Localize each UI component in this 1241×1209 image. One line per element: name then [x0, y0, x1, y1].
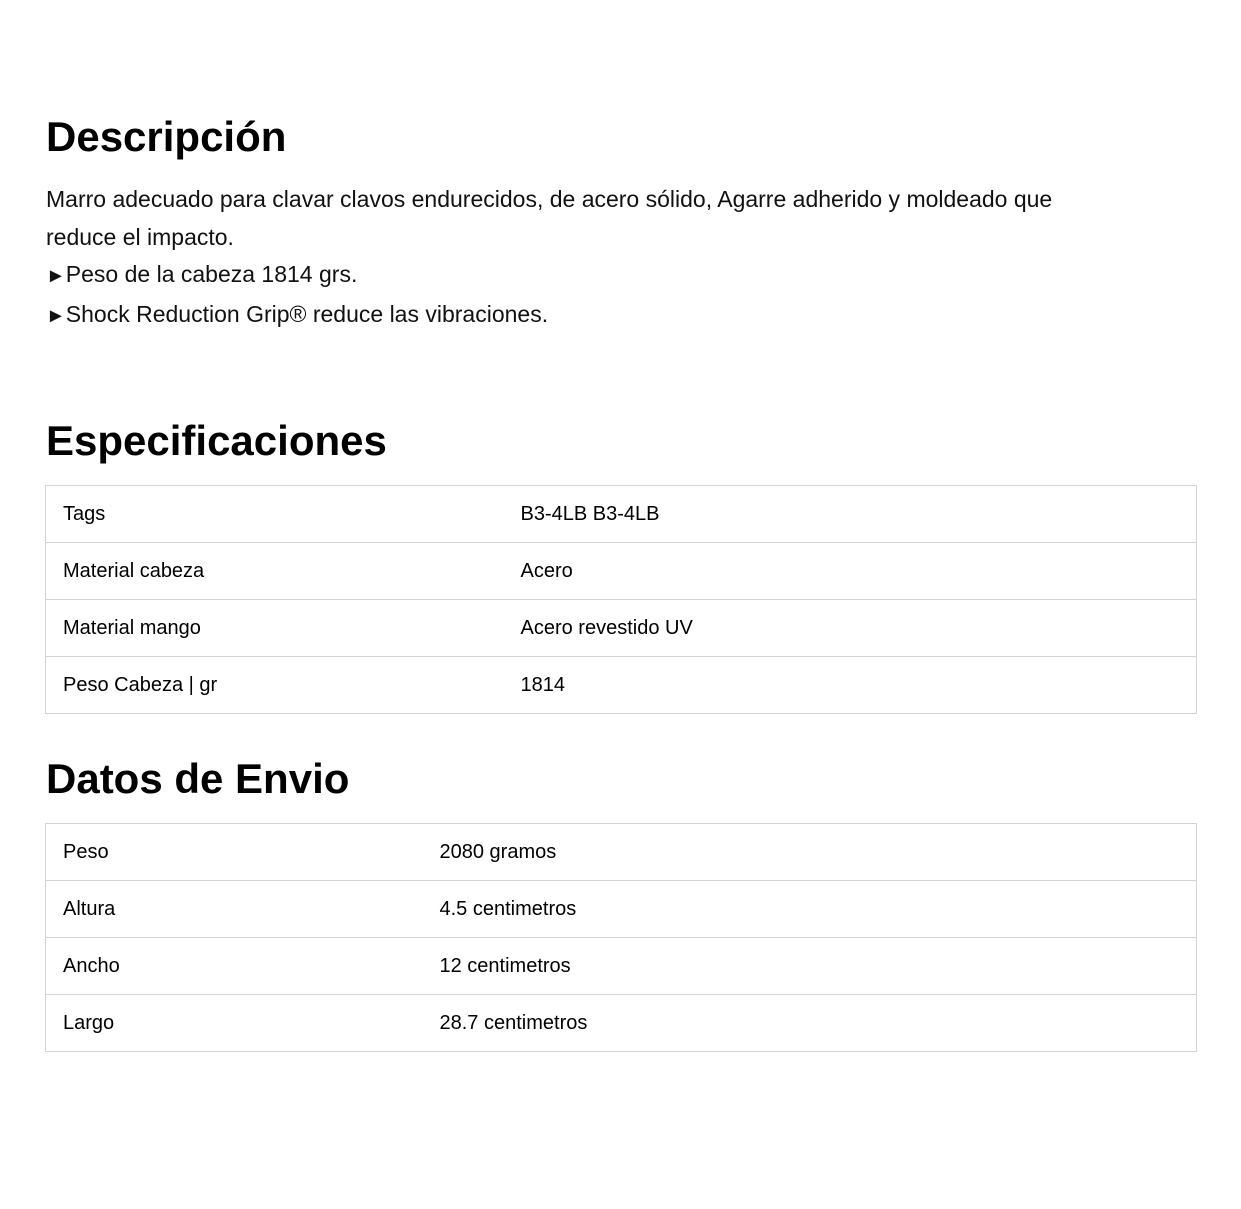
- table-row: [46, 824, 1197, 881]
- specifications-title: Especificaciones: [46, 417, 387, 464]
- description-text-line: reduce el impacto.: [46, 223, 234, 250]
- table-row: [46, 938, 1197, 995]
- table-row: [46, 486, 1197, 543]
- description-bullet: [46, 296, 1176, 336]
- spec-value: 1814: [504, 657, 1197, 714]
- table-row: [46, 600, 1197, 657]
- shipping-value: 2080 gramos: [423, 824, 1197, 881]
- spec-key: Peso Cabeza | gr: [46, 657, 504, 714]
- bullet-text: Shock Reduction Grip® reduce las vibraciones.: [65, 300, 549, 327]
- spec-key: Material cabeza: [46, 543, 504, 600]
- table-row: [46, 543, 1197, 600]
- table-row: [46, 995, 1197, 1052]
- description-text-line: Marro adecuado para clavar clavos endurecidos, de acero sólido, Agarre adherido y moldeado que: [46, 186, 1053, 212]
- shipping-key: Altura: [46, 881, 423, 938]
- description-bullet: [46, 256, 1176, 296]
- spec-key: Tags: [46, 486, 504, 543]
- table-row: [46, 657, 1197, 714]
- spec-value: B3-4LB B3-4LB: [504, 486, 1197, 543]
- shipping-table: [45, 823, 1197, 1052]
- shipping-value: 12 centimetros: [423, 938, 1197, 995]
- shipping-value: 28.7 centimetros: [423, 995, 1197, 1052]
- shipping-key: Peso: [46, 824, 423, 881]
- description-body: [46, 181, 1176, 335]
- bullet-text: Peso de la cabeza 1814 grs.: [65, 261, 358, 287]
- triangle-bullet-icon: ►: [46, 304, 66, 327]
- triangle-bullet-icon: ►: [46, 265, 66, 287]
- spec-value: Acero revestido UV: [504, 600, 1197, 657]
- shipping-key: Largo: [46, 995, 423, 1052]
- shipping-key: Ancho: [46, 938, 423, 995]
- shipping-title: Datos de Envio: [46, 755, 350, 802]
- specifications-table: [45, 485, 1197, 714]
- description-title: Descripción: [46, 113, 287, 160]
- spec-key: Material mango: [46, 600, 504, 657]
- spec-value: Acero: [504, 543, 1197, 600]
- shipping-value: 4.5 centimetros: [423, 881, 1197, 938]
- table-row: [46, 881, 1197, 938]
